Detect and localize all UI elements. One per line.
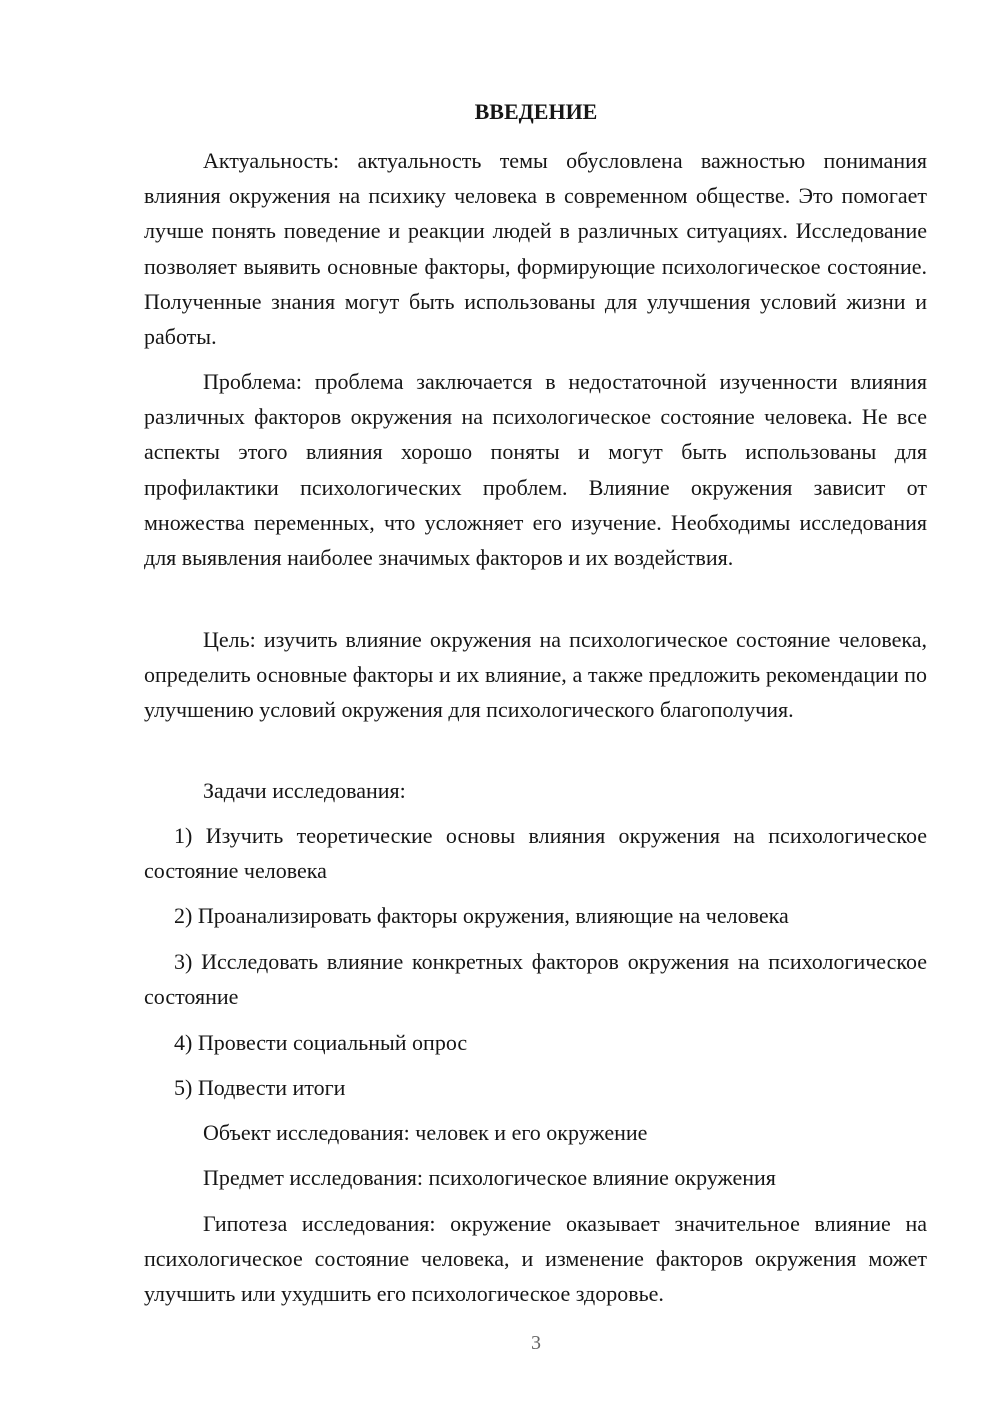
task-item-2: 2) Проанализировать факторы окружения, влияющие на человека xyxy=(174,903,789,928)
task-item-1: 1) Изучить теоретические основы влияния окружения на психологическое состояние человека xyxy=(144,823,927,884)
goal-paragraph: Цель: изучить влияние окружения на психологическое состояние человека, определить основные факторы и их влияние, а также предложить рекомендации по улучшению условий окружения для психологического благополучия. xyxy=(144,627,927,723)
tasks-heading: Задачи исследования: xyxy=(203,778,406,803)
object-paragraph: Объект исследования: человек и его окружение xyxy=(203,1120,648,1145)
subject-paragraph: Предмет исследования: психологическое влияние окружения xyxy=(203,1165,776,1190)
task-item-5: 5) Подвести итоги xyxy=(174,1075,346,1100)
page-number: 3 xyxy=(531,1332,541,1354)
relevance-paragraph: Актуальность: актуальность темы обусловлена важностью понимания влияния окружения на психику человека в современном обществе. Это помогает лучше понять поведение и реакции людей в различных ситуациях. Исследование позволяет выявить основные факторы, формирующие психологическое состояние. Полученные знания могут быть использованы для улучшения условий жизни и работы. xyxy=(144,148,927,350)
section-title: ВВЕДЕНИЕ xyxy=(474,99,598,124)
task-item-3: 3) Исследовать влияние конкретных факторов окружения на психологическое состояние xyxy=(144,949,927,1010)
problem-paragraph: Проблема: проблема заключается в недостаточной изученности влияния различных факторов окружения на психологическое состояние человека. Не все аспекты этого влияния хорошо поняты и могут быть использованы для профилактики психологических проблем. Влияние окружения зависит от множества переменных, что усложняет его изучение. Необходимы исследования для выявления наиболее значимых факторов и их воздействия. xyxy=(144,369,927,571)
hypothesis-paragraph: Гипотеза исследования: окружение оказывает значительное влияние на психологическое состояние человека, и изменение факторов окружения может улучшить или ухудшить его психологическое здоровье. xyxy=(144,1211,927,1307)
task-item-4: 4) Провести социальный опрос xyxy=(174,1030,468,1055)
